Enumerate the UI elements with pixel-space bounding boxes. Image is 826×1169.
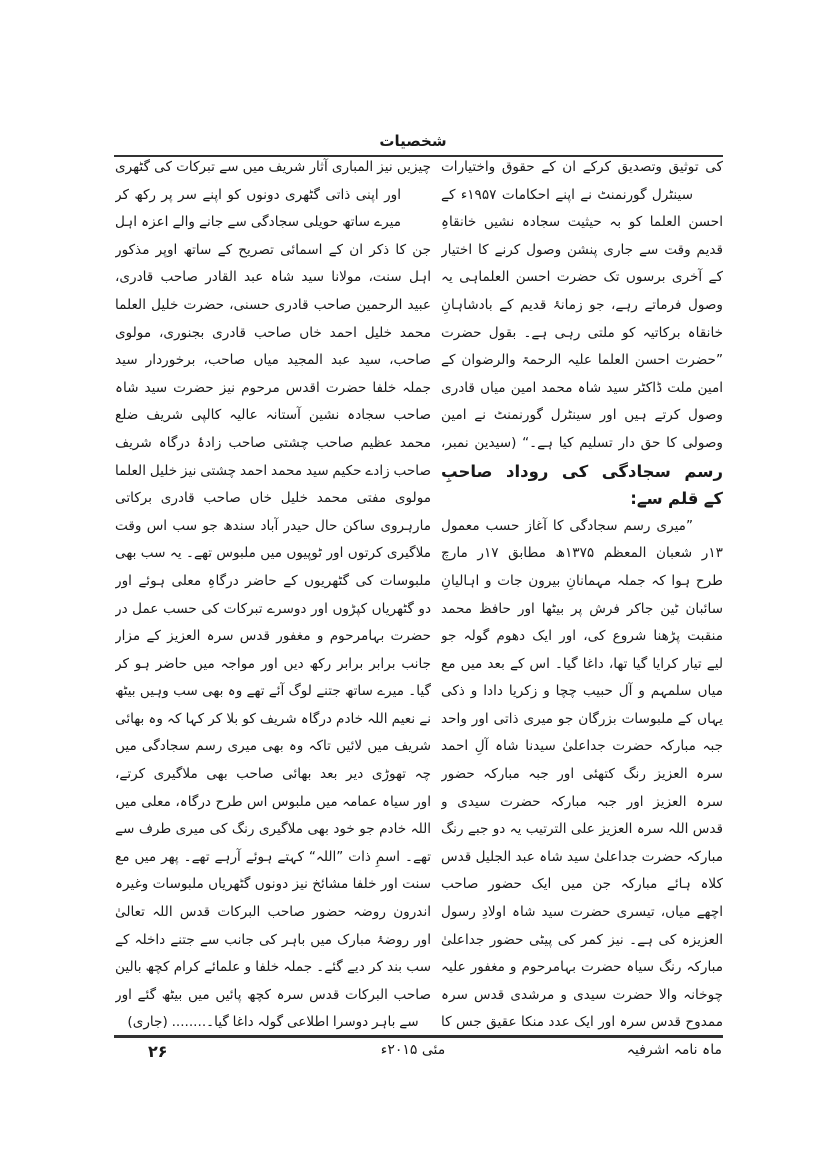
- text-line: محمد عظیم صاحب چشتی صاحب زادۂ درگاہ شریف: [115, 434, 431, 451]
- right-column: [441, 154, 723, 1037]
- text-line: مارہروی ساکن حال حیدر آباد سندھ جو سب اس وقت: [115, 517, 431, 534]
- text-line: امین ملت ڈاکٹر سید شاہ محمد امین میاں قادری: [441, 379, 723, 396]
- text-line: سنت اور خلفا مشائخ نیز دونوں گٹھریاں ملبوسات وغیرہ: [115, 876, 431, 893]
- issue-date: مئی ۲۰۱۵ء: [380, 1042, 446, 1058]
- text-line: اور روضۂ مبارک میں باہر کی جانب سے جتنے داخلہ کے: [115, 931, 431, 948]
- text-line: اور سیاہ عمامہ میں ملبوس اس طرح درگاہ، معلی میں: [115, 793, 431, 810]
- text-line: سرہ العزیز اور جبہ مبارکہ حضرت سیدی و: [441, 793, 723, 810]
- text-line: العزیزہ کی ہے۔ نیز کمر کی پیٹی حضور جداعلیٰ: [441, 931, 723, 948]
- text-line: چوخانہ والا حضرت سیدی و مرشدی قدس سرہ: [441, 986, 723, 1003]
- section-heading: کے قلم سے:: [630, 489, 723, 509]
- magazine-name: ماہ نامہ اشرفیہ: [626, 1042, 722, 1058]
- text-line: ملبوسات کی گٹھریوں کے حاضر درگاہِ معلی ہوئے اور: [115, 572, 431, 589]
- text-line: ۱۳ر شعبان المعظم ۱۳۷۵ھ مطابق ۱۷ر مارچ: [441, 545, 723, 562]
- text-line: شریف میں لائیں تاکہ وہ بھی میری رسم سجادگی میں: [115, 738, 431, 755]
- text-line: سے باہر دوسرا اطلاعی گولہ داغا گیا۔........ (جاری): [127, 1014, 419, 1031]
- text-line: کلاہ ہائے مبارکہ جن میں ایک حضور صاحب: [441, 876, 723, 893]
- text-line: خانقاہ برکاتیہ کو ملتی رہی ہے۔ بقول حضرت: [441, 324, 723, 341]
- text-line: چہ تھوڑی دیر بعد بھائی صاحب بھی ملاگیری کرتے،: [115, 766, 431, 783]
- text-line: یہاں کے ملبوسات بزرگان جو میری ذاتی اور واحد: [441, 710, 723, 727]
- text-line: مبارکہ رنگ سیاہ حضرت بہامرحوم و مغفور علیہ: [441, 959, 723, 976]
- text-line: جبہ مبارکہ حضرت جداعلیٰ سیدنا شاہ آلِ احمد: [441, 738, 723, 755]
- text-line: دو گٹھریاں کپڑوں اور دوسرے تبرکات کی حسب عمل در: [115, 600, 431, 617]
- text-line: احسن العلما کو بہ حیثیت سجادہ نشیں خانقاہِ: [441, 214, 723, 231]
- text-line: کی توثیق وتصدیق کرکے ان کے حقوق واختیارات: [441, 159, 723, 175]
- text-line: اندرون روضہ حضور صاحب البرکات قدس اللہ تعالیٰ: [115, 904, 431, 921]
- text-line: کے آخری برسوں تک حضرت احسن العلماہی یہ: [441, 269, 723, 286]
- text-line: میاں سلمہم و آل حبیب چچا و زکریا دادا و ذکی: [441, 683, 723, 700]
- text-line: جانب برابر برابر رکھ دیں اور مواجہ میں حاضر ہو کر: [115, 655, 431, 672]
- text-line: جن کا ذکر ان کے اسمائی تصریح کے ساتھ اوپر مذکور: [115, 241, 431, 258]
- text-line: حضرت بہامرحوم و مغفور قدس سرہ العزیز کے مزار: [115, 628, 431, 645]
- text-line: سینٹرل گورنمنٹ نے اپنے احکامات ۱۹۵۷ء کے: [441, 186, 693, 203]
- text-line: گیا۔ میرے ساتھ جتنے لوگ آئے تھے وہ بھی سب وہیں بیٹھ: [115, 683, 431, 700]
- text-line: محمد خلیل احمد خاں صاحب قادری بجنوری، مولوی: [115, 324, 431, 341]
- text-line: چیزیں نیز المباری آثار شریف میں سے تبرکات کی گٹھری: [115, 159, 431, 175]
- footer-rule: [114, 1035, 723, 1038]
- text-line: عبید الرحمین صاحب قادری حسنی، حضرت خلیل العلما: [115, 296, 431, 313]
- page-number: ۲۶: [148, 1042, 168, 1061]
- section-title: شخصیات: [379, 132, 447, 150]
- text-line: منقبت پڑھنا شروع کی، اور ایک دھوم گولہ جو: [441, 628, 723, 645]
- text-line: ”میری رسم سجادگی کا آغاز حسب معمول: [441, 517, 693, 534]
- text-line: مولوی مفتی محمد خلیل خاں صاحب قادری برکاتی: [115, 490, 431, 507]
- text-line: اہل سنت، مولانا سید شاہ عبد القادر صاحب قادری،: [115, 269, 431, 286]
- text-line: ممدوح قدس سرہ اور ایک عدد منکا عقیق جس کا: [441, 1014, 723, 1031]
- text-line: اللہ خادم جو خود بھی ملاگیری رنگ کی میری طرف سے: [115, 821, 431, 838]
- text-line: سب بند کر دیے گئے۔ جملہ خلفا و علمائے کرام کچھ بالین: [115, 959, 431, 976]
- text-line: طرح ہوا کہ جملہ مہمانانِ بیرون جات و اہالیانِ: [441, 572, 723, 589]
- text-line: نے نعیم اللہ خادم درگاہ شریف کو بلا کر کہا کہ وہ بھائی: [115, 710, 431, 727]
- text-line: صاحب، سید عبد المجید میاں صاحب، برخوردار سید: [115, 352, 431, 369]
- text-line: جملہ خلفا حضرت اقدس مرحوم نیز حضرت سید شاہ: [115, 379, 431, 396]
- text-line: ”حضرت احسن العلما علیہ الرحمۃ والرضوان کے: [441, 352, 723, 369]
- text-line: تھے۔ اسمِ ذات ”اللہ“ کہتے ہوئے آرہے تھے۔ پھر میں مع: [115, 848, 431, 865]
- text-line: میرے ساتھ حویلی سجادگی سے جانے والے اعزہ اہل: [115, 214, 401, 231]
- text-line: ملاگیری کرتوں اور ٹوپیوں میں ملبوس تھے۔ یہ سب بھی: [115, 545, 431, 562]
- text-line: صاحب البرکات قدس سرہ کچھ پائیں میں بیٹھ گئے اور: [115, 986, 431, 1003]
- text-line: قدیم وقت سے جاری پنشن وصول کرنے کا اختیار: [441, 241, 723, 258]
- text-line: وصول فرماتے رہے، جو زمانۂ قدیم کے بادشاہانِ: [441, 296, 723, 313]
- text-line: صاحب زادے حکیم سید محمد احمد چشتی نیز خلیل العلما: [115, 462, 431, 479]
- text-line: اور اپنی ذاتی گٹھری دونوں کو اپنے سر پر رکھ کر: [115, 186, 401, 203]
- text-line: وصول کرتے ہیں اور سینٹرل گورنمنٹ نے امین: [441, 407, 723, 424]
- left-column: [115, 154, 431, 1037]
- text-line: لیے تیار کرایا گیا تھا، داغا گیا۔ اس کے بعد میں مع: [441, 655, 723, 672]
- text-line: مبارکہ حضرت جداعلیٰ سید شاہ عبد الجلیل قدس: [441, 848, 723, 865]
- text-line: سائبان ٹین جاکر فرش پر بیٹھا اور حافظ محمد: [441, 600, 723, 617]
- text-line: سرہ العزیز رنگ کتھئی اور جبہ مبارکہ حضور: [441, 766, 723, 783]
- section-heading: رسم سجادگی کی روداد صاحبِ: [441, 461, 723, 481]
- text-line: اچھے میاں، تیسری حضرت سید شاہ اولادِ رسول: [441, 904, 723, 921]
- text-line: وصولی کا حق دار تسلیم کیا ہے۔“ (سیدین نمبر،: [441, 434, 723, 451]
- text-line: صاحب سجادہ نشین آستانہ عالیہ کالپی شریف ضلع: [115, 407, 431, 424]
- text-line: قدس اللہ سرہ العزیز علی الترتیب یہ دو جبے رنگ: [441, 821, 723, 838]
